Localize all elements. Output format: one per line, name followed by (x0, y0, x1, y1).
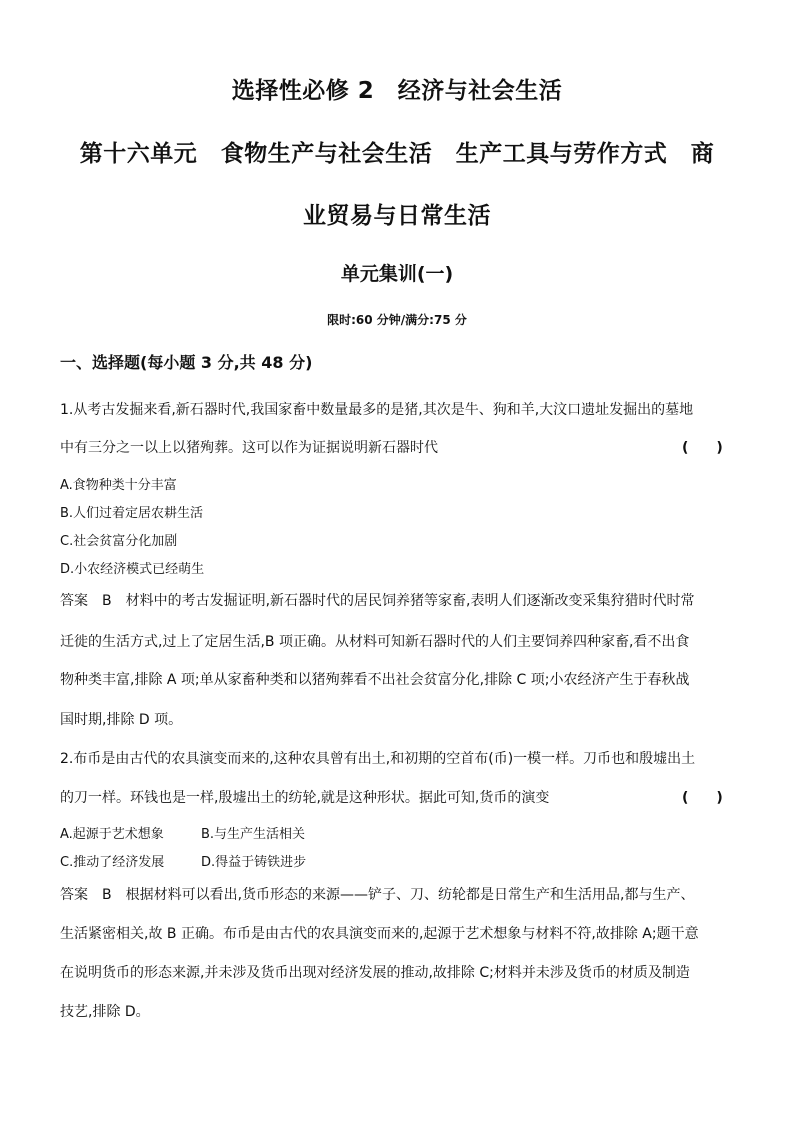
exercise-subtitle: 单元集训(一) (340, 263, 454, 285)
q2-answer-line1: 答案 B 根据材料可以看出,货币形态的来源——铲子、刀、纺轮都是日常生产和生活用品,都与生产、 (60, 887, 695, 903)
q2-option-c: C.推动了经济发展 (60, 855, 165, 870)
q2-answer-line3: 在说明货币的形态来源,并未涉及货币出现对经济发展的推动,故排除 C;材料并未涉及货币的材质及制造 (60, 965, 690, 981)
q1-stem-line2: 中有三分之一以上以猪殉葬。这可以作为证据说明新石器时代 (60, 440, 438, 456)
q2-answer-line4: 技艺,排除 D。 (60, 1004, 150, 1020)
q2-answer-line2: 生活紧密相关,故 B 正确。布币是由古代的农具演变而来的,起源于艺术想象与材料不符,故排除 A;题干意 (60, 926, 699, 942)
q1-answer-line1: 答案 B 材料中的考古发掘证明,新石器时代的居民饲养猪等家畜,表明人们逐渐改变采集狩猎时代时常 (60, 593, 695, 609)
q2-option-d: D.得益于铸铁进步 (201, 855, 307, 870)
q1-stem-line1: 1.从考古发掘来看,新石器时代,我国家畜中数量最多的是猪,其次是牛、狗和羊,大汶口遗址发掘出的墓地 (60, 402, 694, 418)
q1-option-b: B.人们过着定居农耕生活 (60, 506, 204, 521)
q1-option-a: A.食物种类十分丰富 (60, 478, 177, 493)
q1-option-c: C.社会贫富分化加剧 (60, 534, 178, 549)
q1-answer-line3: 物种类丰富,排除 A 项;单从家畜种类和以猪殉葬看不出社会贫富分化,排除 C 项;小农经济产生于春秋战 (60, 672, 690, 688)
time-score-limit: 限时:60 分钟/满分:75 分 (327, 313, 467, 327)
q1-option-d: D.小农经济模式已经萌生 (60, 562, 205, 577)
q2-option-a: A.起源于艺术想象 (60, 827, 164, 842)
q2-answer-blank: ( ) (682, 790, 723, 806)
unit-title-line1: 第十六单元 食物生产与社会生活 生产工具与劳作方式 商 (79, 141, 715, 167)
q1-answer-line2: 迁徙的生活方式,过上了定居生活,B 项正确。从材料可知新石器时代的人们主要饲养四种家畜,看不出食 (60, 634, 690, 650)
section-heading: 一、选择题(每小题 3 分,共 48 分) (60, 353, 313, 372)
q2-stem-line2: 的刀一样。环钱也是一样,殷墟出土的纺轮,就是这种形状。据此可知,货币的演变 (60, 790, 550, 806)
q2-option-b: B.与生产生活相关 (201, 827, 306, 842)
q1-answer-line4: 国时期,排除 D 项。 (60, 712, 183, 728)
q2-stem-line1: 2.布币是由古代的农具演变而来的,这种农具曾有出土,和初期的空首布(币)一模一样。刀币也和殷墟出土 (60, 751, 696, 767)
q1-answer-blank: ( ) (682, 440, 723, 456)
module-title: 选择性必修 2 经济与社会生活 (231, 78, 563, 104)
unit-title-line2: 业贸易与日常生活 (303, 203, 491, 229)
